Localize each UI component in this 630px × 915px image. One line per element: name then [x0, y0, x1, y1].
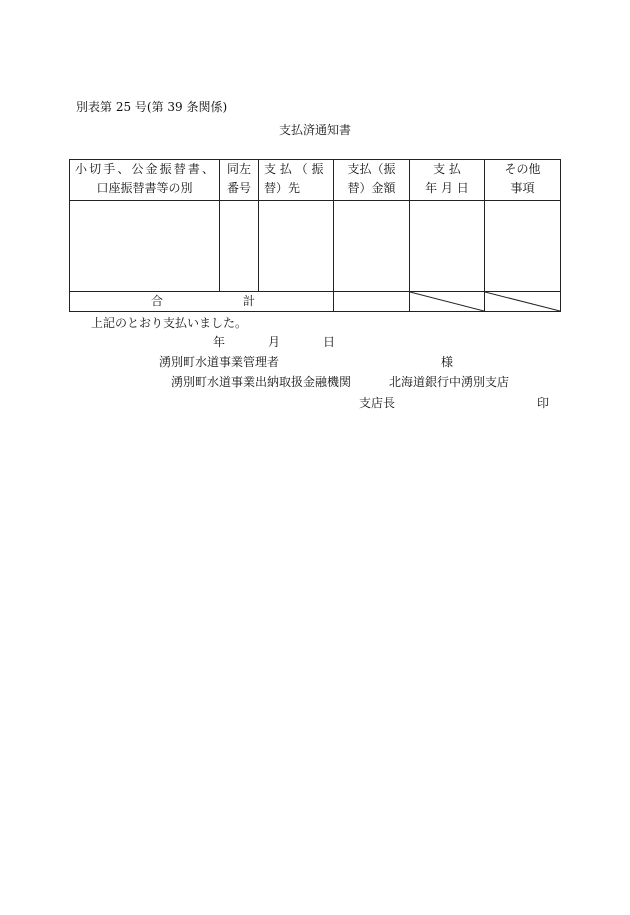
total-label-cell	[70, 292, 334, 312]
diagonal-strike-line	[485, 292, 560, 311]
table-total-row	[70, 292, 561, 312]
table-entry-row	[70, 201, 561, 292]
header-number: 同左 番号	[220, 160, 259, 201]
bank-organization-label: 湧別町水道事業出納取扱金融機関	[171, 375, 352, 389]
diagonal-strike-line	[410, 292, 484, 311]
total-date-cell-crossed	[410, 292, 485, 312]
header-payment-date: 支 払 年 月 日	[410, 160, 485, 201]
total-label-char1: 合	[151, 294, 164, 308]
form-number-heading: 別表第 25 号(第 39 条関係)	[76, 100, 228, 114]
header-payee: 支 払 （ 振 替）先	[259, 160, 334, 201]
entry-notes-cell[interactable]	[485, 201, 561, 292]
branch-manager-label: 支店長	[359, 396, 396, 410]
entry-number-cell[interactable]	[220, 201, 259, 292]
total-amount-cell[interactable]	[334, 292, 410, 312]
total-notes-cell-crossed	[485, 292, 561, 312]
payment-confirmation-note: 上記のとおり支払いました。	[91, 316, 248, 330]
bank-branch-name: 北海道銀行中湧別支店	[389, 375, 510, 389]
entry-amount-cell[interactable]	[334, 201, 410, 292]
entry-instrument-cell[interactable]	[70, 201, 220, 292]
table-header-row	[70, 160, 561, 201]
payment-table	[69, 159, 561, 312]
date-day-label: 日	[323, 335, 336, 349]
honorific-sama: 様	[441, 355, 454, 369]
date-year-label: 年	[213, 335, 226, 349]
total-label-char2: 計	[242, 294, 255, 308]
document-title: 支払済通知書	[278, 123, 351, 137]
entry-payee-cell[interactable]	[259, 201, 334, 292]
addressee-manager: 湧別町水道事業管理者	[159, 355, 280, 369]
header-other-notes: その他 事項	[485, 160, 561, 201]
header-amount: 支払（振 替）金額	[334, 160, 410, 201]
entry-date-cell[interactable]	[410, 201, 485, 292]
header-instrument-type: 小切手、公金振替書、 口座振替書等の別	[70, 160, 220, 201]
seal-mark: 印	[537, 396, 550, 410]
date-month-label: 月	[268, 335, 281, 349]
